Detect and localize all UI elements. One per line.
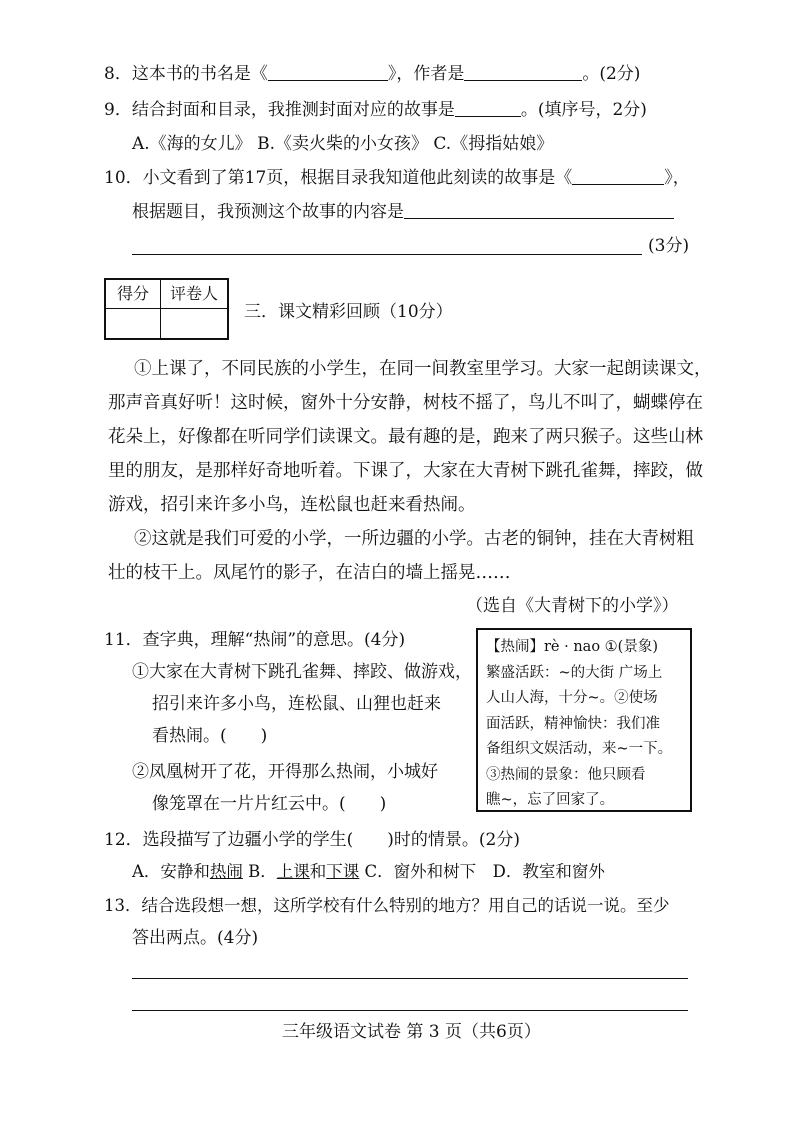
passage-paragraph-1 — [108, 352, 712, 522]
dict-line: 备组织文娱活动，来~一下。 — [486, 741, 673, 757]
q11-sentence-2 — [132, 756, 438, 820]
section-3-title: 三．课文精彩回顾（10分） — [244, 302, 453, 322]
question-13-line-2: 答出两点。(4分) — [132, 928, 259, 948]
grader-label: 评卷人 — [169, 284, 218, 303]
p1-line: 里的朋友，是那样好奇地听着。下课了，大家在大青树下跳孔雀舞，摔跤，做 — [108, 461, 703, 481]
q8-mid: 》，作者是 — [387, 64, 465, 84]
score-table — [104, 278, 229, 340]
q11-s2-line: 像笼罩在一片片红云中。( ) — [152, 794, 387, 814]
p1-line: 游戏，招引来许多小鸟，连松鼠也赶来看热闹。 — [108, 495, 476, 515]
q11-s2-line: ②凤凰树开了花，开得那么热闹，小城好 — [132, 762, 438, 782]
question-8 — [104, 62, 640, 86]
q10-score: (3分) — [648, 236, 690, 256]
q8-prefix: 8．这本书的书名是《 — [104, 64, 268, 84]
q10-answer-line[interactable] — [132, 254, 642, 255]
question-13-line-1: 13．结合选段想一想，这所学校有什么特别的地方？用自己的话说一说。至少 — [104, 896, 670, 915]
q8-title-blank[interactable] — [268, 62, 388, 81]
q10-story-blank[interactable] — [572, 166, 664, 185]
q10-mid: 》， — [664, 168, 690, 188]
dict-line: 人山人海，十分~。②使场 — [486, 690, 658, 706]
q12-opt-b-mid: 和 — [309, 862, 327, 881]
passage-paragraph-2 — [108, 522, 694, 590]
q11-s1-line: 招引来许多小鸟，连松鼠、山狸也赶来 — [152, 694, 441, 714]
p1-line: 那声音真好听！这时候，窗外十分安静，树枝不摇了，鸟儿不叫了，蝴蝶停在 — [108, 393, 703, 413]
dict-line: 【热闹】rè · nao ①(景象) — [486, 639, 658, 655]
q13-answer-line-2[interactable] — [132, 1010, 688, 1011]
q9-suffix: 。(填序号，2分) — [520, 100, 647, 120]
dict-line: ③热闹的景象：他只顾看 — [486, 766, 646, 783]
question-12-stem: 12．选段描写了边疆小学的学生( )时的情景。(2分) — [104, 830, 520, 850]
q12-opt-cd: C．窗外和树下 D．教室和窗外 — [359, 862, 605, 881]
q11-sentence-1 — [132, 656, 472, 752]
p2-line: ②这就是我们可爱的小学，一所边疆的小学。古老的铜钟，挂在大青树粗 — [134, 529, 694, 549]
dict-line: 繁盛活跃：~的大街 广场上 — [486, 664, 663, 681]
q12-opt-b-underlined-1: 上课 — [276, 862, 310, 881]
q11-s1-line: 看热闹。( ) — [152, 726, 268, 746]
q10-prefix: 10．小文看到了第17页，根据目录我知道他此刻读的故事是《 — [104, 168, 573, 188]
q12-opt-a-underlined: 热闹 — [209, 862, 243, 881]
q12-opt-a: A．安静和 — [132, 862, 210, 881]
q12-options — [132, 860, 605, 884]
dict-line: 瞧~，忘了回家了。 — [486, 792, 615, 808]
q10-predict-blank[interactable] — [404, 200, 674, 219]
q8-score: 。(2分) — [582, 64, 641, 84]
q13-answer-line-1[interactable] — [132, 978, 688, 979]
page-footer: 三年级语文试卷 第 3 页（共6页） — [282, 1022, 541, 1042]
q9-prefix: 9．结合封面和目录，我推测封面对应的故事是 — [104, 100, 455, 120]
q10-line2 — [132, 200, 674, 224]
q11-s1-line: ①大家在大青树下跳孔雀舞、摔跤、做游戏， — [132, 662, 472, 682]
score-label: 得分 — [116, 284, 149, 303]
q9-answer-blank[interactable] — [455, 98, 521, 117]
p1-line: ①上课了，不同民族的小学生，在同一间教室里学习。大家一起朗读课文， — [134, 359, 712, 379]
passage-source: （选自《大青树下的小学》） — [466, 596, 679, 616]
q12-opt-b: B． — [242, 862, 277, 881]
q12-opt-b-underlined-2: 下课 — [326, 862, 360, 881]
score-table-row-divider — [106, 308, 227, 309]
question-10 — [104, 166, 690, 190]
question-11-stem: 11．查字典，理解“热闹”的意思。(4分) — [104, 630, 406, 650]
dictionary-entry-box — [476, 628, 692, 812]
p2-line: 壮的枝干上。凤尾竹的影子，在洁白的墙上摇晃…… — [108, 563, 511, 583]
p1-line: 花朵上，好像都在听同学们读课文。最有趣的是，跑来了两只猴子。这些山林 — [108, 427, 703, 447]
question-9 — [104, 98, 647, 122]
q10-predict-label: 根据题目，我预测这个故事的内容是 — [132, 202, 404, 222]
dict-line: 面活跃，精神愉快：我们准 — [486, 715, 660, 732]
q9-options: A.《海的女儿》 B.《卖火柴的小女孩》 C.《拇指姑娘》 — [132, 134, 554, 154]
q8-author-blank[interactable] — [464, 62, 582, 81]
